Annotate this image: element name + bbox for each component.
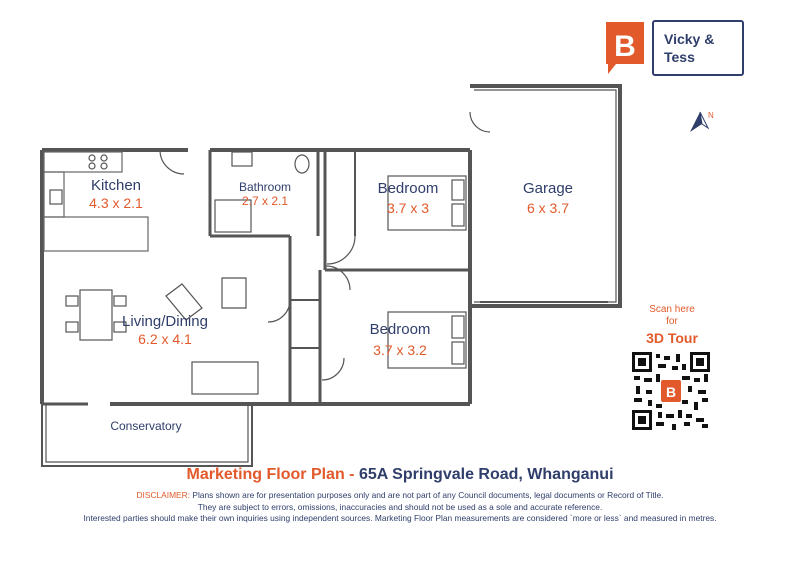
room-dims-bedroom-2: 3.7 x 3.2 <box>373 342 427 358</box>
room-dims-living-dining: 6.2 x 4.1 <box>138 331 192 347</box>
disclaimer <box>0 490 800 525</box>
svg-text:B: B <box>665 384 677 400</box>
room-name-living-dining: Living/Dining <box>122 313 208 330</box>
plan-title-prefix: Marketing Floor Plan - <box>186 466 359 483</box>
room-name-bathroom: Bathroom <box>238 180 292 194</box>
qr-code-icon[interactable] <box>632 352 710 430</box>
brand-name-box <box>652 20 744 76</box>
room-name-bedroom-2: Bedroom <box>369 321 431 338</box>
disclaimer-line2: They are subject to errors, omissions, inaccuracies and should not be used as a sole and accurate reference. <box>197 501 603 512</box>
qr-tour-block <box>628 304 716 400</box>
plan-title <box>0 466 800 484</box>
svg-text:B: B <box>614 30 636 63</box>
disclaimer-label: DISCLAIMER: <box>136 490 191 500</box>
qr-line1: Scan here <box>649 304 695 315</box>
disclaimer-line3: Interested parties should make their own inquiries using independent sources. Marketing Floor Plan measurements are considered `more or less` and measured in metres. <box>83 513 717 523</box>
room-name-kitchen: Kitchen <box>90 177 142 194</box>
north-arrow-icon <box>686 106 716 136</box>
room-dims-bedroom-1: 3.7 x 3 <box>386 200 430 216</box>
qr-cta: 3D Tour <box>646 330 698 346</box>
disclaimer-line1 <box>0 490 800 502</box>
brand-name-line2: Tess <box>664 49 695 65</box>
brand-logo-icon <box>602 20 648 76</box>
room-dims-garage: 6 x 3.7 <box>526 200 570 216</box>
plan-address: 65A Springvale Road, Whanganui <box>358 466 614 483</box>
brand-logo <box>602 20 746 78</box>
disclaimer-text1: Plans shown are for presentation purposes only and are not part of any Council documents, legal documents or Record of Title. <box>192 490 664 500</box>
brand-name-line1: Vicky & <box>664 31 715 47</box>
qr-line2: for <box>666 316 678 327</box>
room-name-conservatory: Conservatory <box>110 419 182 433</box>
svg-text:N: N <box>708 111 714 120</box>
brand-name <box>664 30 742 66</box>
room-name-bedroom-1: Bedroom <box>377 180 439 197</box>
room-dims-bathroom: 2.7 x 2.1 <box>241 194 289 208</box>
room-dims-kitchen: 4.3 x 2.1 <box>89 195 143 211</box>
room-name-garage: Garage <box>522 180 574 197</box>
